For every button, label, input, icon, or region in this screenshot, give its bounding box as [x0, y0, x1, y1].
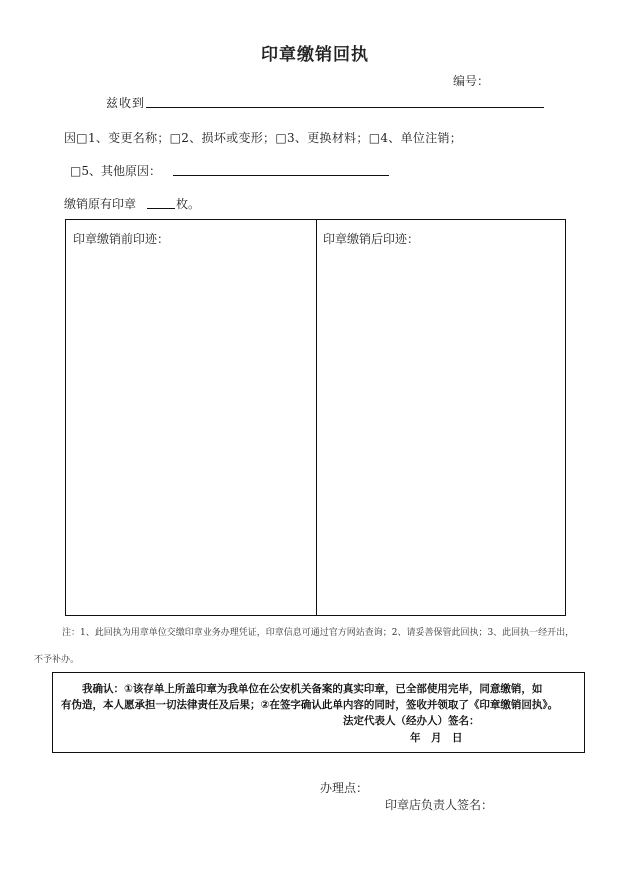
received-blank-line[interactable] [146, 107, 544, 108]
seal-count-blank-line[interactable] [147, 208, 175, 209]
before-impression-label: 印章缴销前印迹： [73, 232, 170, 246]
received-label: 兹收到 [106, 96, 146, 110]
other-reason-label: □5、其他原因： [70, 164, 161, 178]
page-title: 印章缴销回执 [261, 45, 369, 65]
legal-rep-signature-label: 法定代表人（经办人）签名： [343, 715, 480, 727]
reason-options: 因□1、变更名称；□2、损坏或变形；□3、更换材料；□4、单位注销； [64, 131, 463, 145]
note-line-2: 不予补办。 [34, 655, 80, 665]
box-divider [316, 220, 317, 615]
after-impression-label: 印章缴销后印迹： [323, 232, 420, 246]
confirm-line-2: 有伪造，本人愿承担一切法律责任及后果；②在签字确认此单内容的同时，签收并领取了《印章缴销回执》。 [61, 699, 559, 711]
note-line-1: 注：1、此回执为用章单位交缴印章业务办理凭证，印章信息可通过官方网站查询；2、请妥善保管此回执；3、此回执一经开出， [62, 628, 575, 638]
confirmation-box [52, 672, 585, 753]
other-reason-blank-line[interactable] [173, 175, 389, 176]
date-label: 年 月 日 [410, 732, 463, 744]
serial-number-label: 编号： [453, 74, 490, 88]
seal-count-suffix: 枚。 [176, 197, 201, 211]
seal-count-prefix: 缴销原有印章 [64, 197, 137, 211]
seal-impression-box [65, 219, 566, 616]
office-label: 办理点： [320, 781, 369, 795]
confirm-line-1: 我确认：①该存单上所盖印章为我单位在公安机关备案的真实印章，已全部使用完毕，同意缴销，如 [82, 683, 543, 695]
shop-manager-signature-label: 印章店负责人签名： [385, 798, 494, 812]
